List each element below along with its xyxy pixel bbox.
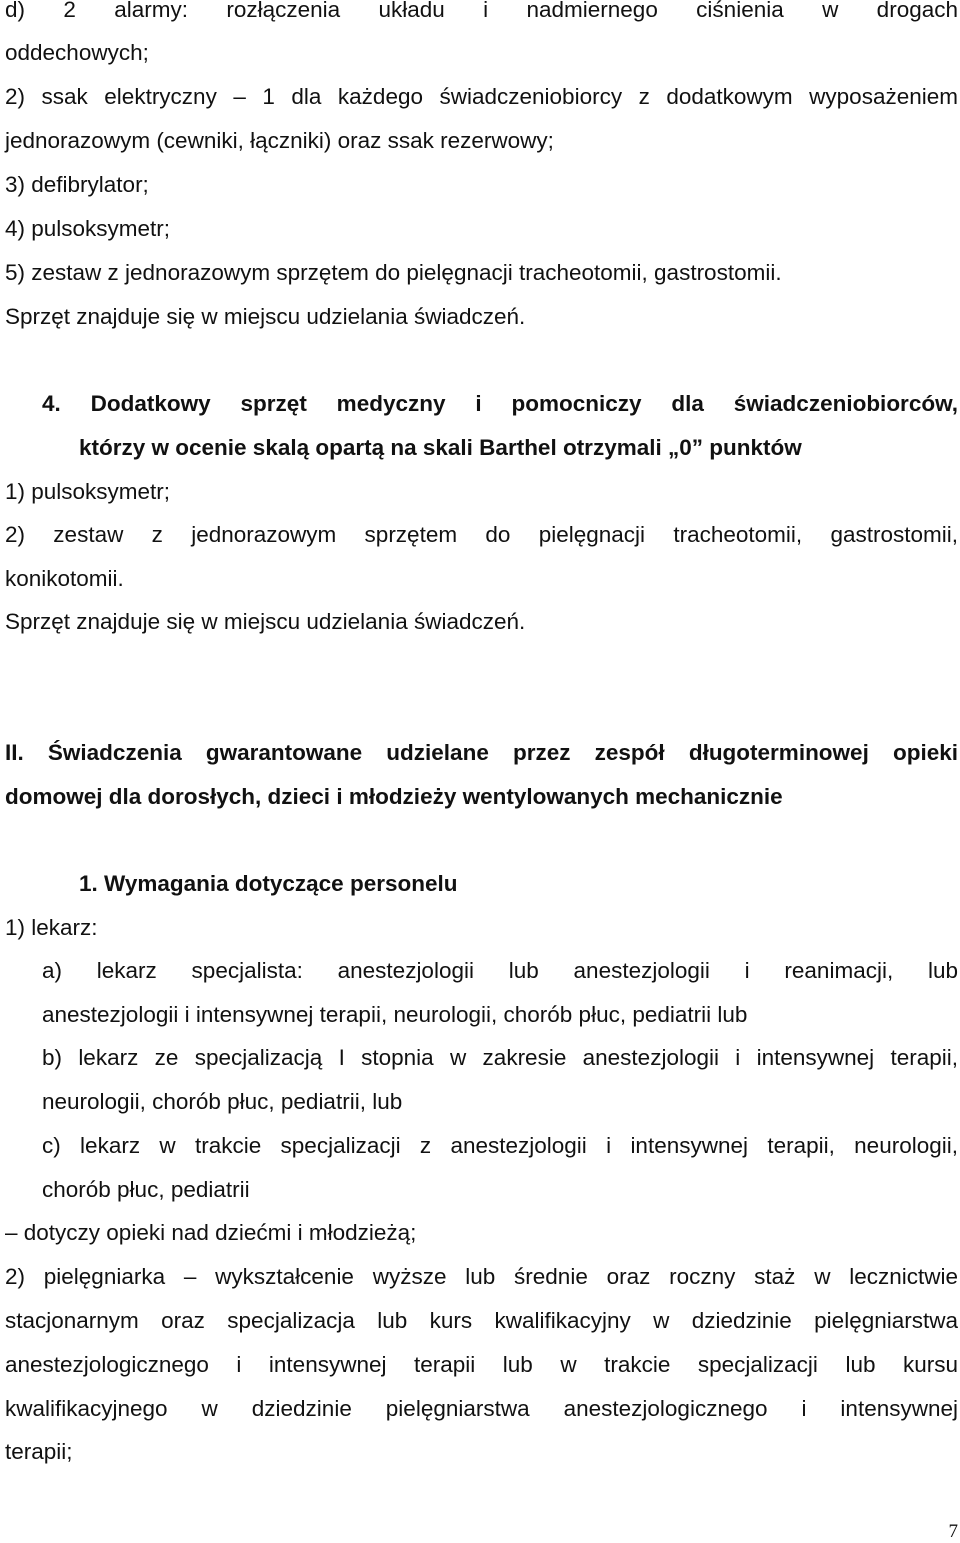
section-heading: domowej dla dorosłych, dzieci i młodzieży wentylowanych mechanicznie bbox=[5, 784, 783, 809]
text-line: Sprzęt znajduje się w miejscu udzielania świadczeń. bbox=[5, 609, 526, 634]
text-line: stacjonarnym oraz specjalizacja lub kurs kwalifikacyjny w dziedzinie pielęgniarstwa bbox=[5, 1308, 958, 1333]
text-line: oddechowych; bbox=[5, 40, 149, 65]
text-line: a) lekarz specjalista: anestezjologii lub anestezjologii i reanimacji, lub bbox=[42, 958, 958, 983]
text-line: 1) pulsoksymetr; bbox=[5, 479, 171, 504]
text-line: Sprzęt znajduje się w miejscu udzielania świadczeń. bbox=[5, 304, 526, 329]
text-line: 1) lekarz: bbox=[5, 915, 98, 940]
text-line: – dotyczy opieki nad dziećmi i młodzieżą; bbox=[5, 1220, 417, 1245]
subsection-heading: 1. Wymagania dotyczące personelu bbox=[79, 871, 458, 896]
section-heading: 4. Dodatkowy sprzęt medyczny i pomocniczy dla świadczeniobiorców, bbox=[42, 391, 958, 416]
text-line: 4) pulsoksymetr; bbox=[5, 216, 171, 241]
text-line: c) lekarz w trakcie specjalizacji z anestezjologii i intensywnej terapii, neurologii, bbox=[42, 1133, 958, 1158]
text-line: terapii; bbox=[5, 1439, 73, 1464]
text-line: neurologii, chorób płuc, pediatrii, lub bbox=[42, 1089, 403, 1114]
text-line: jednorazowym (cewniki, łączniki) oraz ssak rezerwowy; bbox=[5, 128, 554, 153]
text-line: anestezjologii i intensywnej terapii, neurologii, chorób płuc, pediatrii lub bbox=[42, 1002, 748, 1027]
text-line: 2) zestaw z jednorazowym sprzętem do pielęgnacji tracheotomii, gastrostomii, bbox=[5, 522, 958, 547]
section-heading: którzy w ocenie skalą opartą na skali Barthel otrzymali „0” punktów bbox=[79, 435, 802, 460]
text-line: chorób płuc, pediatrii bbox=[42, 1177, 250, 1202]
page-number: 7 bbox=[948, 1521, 958, 1542]
text-line: d) 2 alarmy: rozłączenia układu i nadmiernego ciśnienia w drogach bbox=[5, 0, 958, 22]
text-line: 2) ssak elektryczny – 1 dla każdego świadczeniobiorcy z dodatkowym wyposażeniem bbox=[5, 84, 958, 109]
text-line: konikotomii. bbox=[5, 566, 124, 591]
text-line: 2) pielęgniarka – wykształcenie wyższe lub średnie oraz roczny staż w lecznictwie bbox=[5, 1264, 958, 1289]
text-line: b) lekarz ze specjalizacją I stopnia w zakresie anestezjologii i intensywnej terapii, bbox=[42, 1045, 958, 1070]
section-heading: II. Świadczenia gwarantowane udzielane przez zespół długoterminowej opieki bbox=[5, 740, 958, 765]
text-line: kwalifikacyjnego w dziedzinie pielęgniarstwa anestezjologicznego i intensywnej bbox=[5, 1396, 958, 1421]
text-line: 3) defibrylator; bbox=[5, 172, 149, 197]
text-line: anestezjologicznego i intensywnej terapii lub w trakcie specjalizacji lub kursu bbox=[5, 1352, 958, 1377]
text-line: 5) zestaw z jednorazowym sprzętem do pielęgnacji tracheotomii, gastrostomii. bbox=[5, 260, 782, 285]
